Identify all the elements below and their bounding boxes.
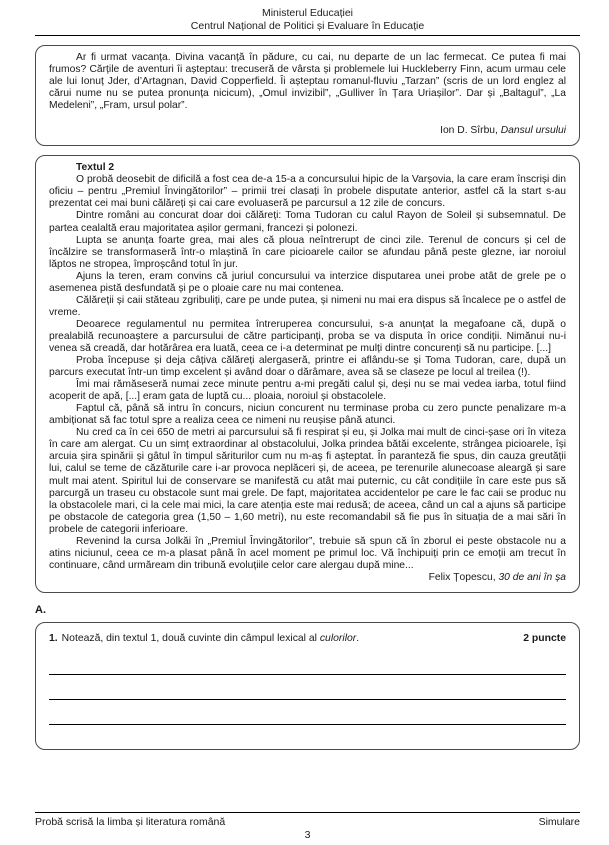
text2-paragraph: Ajuns la teren, eram convins că juriul concursului va interzice disputarea unei probe atât de grele pe o asemenea pistă desfundată și pe o ploaie care nu mai contenea.: [49, 270, 566, 294]
text2-work-title: 30 de ani în șa: [498, 571, 566, 583]
text1-box: [35, 45, 580, 146]
question-1-prompt: Notează, din textul 1, două cuvinte din câmpul lexical al: [61, 632, 320, 644]
question-1-box: [35, 622, 580, 751]
text2-author: Felix Țopescu,: [428, 571, 499, 583]
section-a-label: A.: [35, 603, 46, 616]
answer-line: [49, 700, 566, 725]
question-1-prompt-end: .: [356, 632, 360, 644]
text2-paragraph: Îmi mai rămăseseră numai zece minute pentru a-mi pregăti calul și, deși nu se mai vedea iarba, totul fiind acoperit de apă, [...] eram gata de luptă cu... ploaia, noroiul și obstacolele.: [49, 379, 566, 403]
text2-paragraph: Faptul că, până să intru în concurs, niciun concurent nu terminase proba cu zero puncte penalizare m-a ambiționat să fac totul spre a realiza ceea ce nimeni nu reușise până atunci.: [49, 403, 566, 427]
text1-work-title: Dansul ursului: [500, 125, 566, 137]
question-1-italic-word: culorilor: [319, 632, 357, 644]
question-1-text: [49, 633, 359, 646]
text2-paragraph: Deoarece regulamentul nu permitea întreruperea concursului, s-a anunțat la megafoane că, după o prealabilă recunoaștere a parcursului de către participanți, proba se va disputa în orice condiții. Nimănui nu-i venea să creadă, dar hotărârea era luată, ceea ce i-a determinat pe mulți dintre concurenți să nu participe. [...]: [49, 318, 566, 354]
text2-paragraph: Proba începuse și deja câțiva călăreți alergaseră, printre ei aflându-se și Toma Tudoran, care, după un parcurs executat într-un timp excelent și având doar o dărâmare, avea să se claseze pe locul al treilea (!).: [49, 355, 566, 379]
text2-paragraph: Nu cred ca în cei 650 de metri ai parcursului să fi respirat și eu, și Jolka mai mult de cinci-șase ori în viteza în care am alergat. Cu un simț extraordinar al obstacolului, Jolka prindea bătăi excelente, strângea picioarele, își arcuia șira spinării și gâtul în timpul săriturilor cum nu m-aș fi așteptat. În paranteză fie spus, din cauza greutății lui, calul se teme de căzăturile care i-ar provoca neplăceri și, de aceea, pe terenurile alunecoase aleargă și sare mult mai atent. Spiritul lui de conservare se manifestă cu atât mai puternic, cu cât condițiile în care este pus să parcurgă un traseu cu obstacole sunt mai grele. De fapt, majoritatea accidentelor pe care le fac caii se produc nu la obstacolele mari, ci la cele mai mici, la care atenția este mai redusă; de aceea, când un cal a ajuns să participe pe obstacole de categoria grea (1,50 – 1,60 metri), nu este recomandabil să fie pus în situația de a mai sări în probele de categorii inferioare.: [49, 427, 566, 535]
header-line-center: Centrul Național de Politici și Evaluare în Educație: [190, 19, 425, 32]
text2-title: Textul 2: [76, 162, 115, 174]
text2-paragraph: Călăreții și caii stăteau zgribuliți, care pe unde putea, și nimeni nu mai era dispus să încalece pe o astfel de vreme.: [49, 294, 566, 318]
text2-paragraph: O probă deosebit de dificilă a fost cea de-a 15-a a concursului hipic de la Varșovia, la care eram înscriși din oficiu – pentru „Premiul Învingătorilor” – primii trei clasați în probele disputate anterior, astfel că la start s-au prezentat cei mai buni călăreți și cai care evoluaseră pe parcursul a 12 zile de concurs.: [49, 174, 566, 210]
footer-session-type: Simulare: [538, 816, 580, 828]
text2-paragraph: Lupta se anunța foarte grea, mai ales că ploua neîntrerupt de cinci zile. Terenul de concurs și cel de încălzire se transformaseră într-o mlaștină în care picioarele cailor se afundau până peste glezne, iar noroiul lăptos ne stropea, împroșcând totul în jur.: [49, 234, 566, 270]
question-1-number: 1.: [49, 632, 58, 644]
text2-paragraph: Dintre români au concurat doar doi călăreți: Toma Tudoran cu calul Rayon de Soleil și subsemnatul. De partea cealaltă erau majoritatea așilor germani, francezi și polonezi.: [49, 210, 566, 234]
question-1-points: 2 puncte: [523, 632, 566, 644]
text1-paragraph: Ar fi urmat vacanța. Divina vacanță în pădure, cu cai, nu departe de un lac fermecat. Ce putea fi mai frumos? Cărțile de aventuri îi așteptau: trecuseră de vârsta și problemele lui Huckleberry Finn, acum urmau cele ale lui Ionuț Jder, d’Artagnan, David Copperfield. Îi așteptau romanul-fluviu „Tarzan” (scris de un lord englez al cărui nume nu se putea pronunța nicicum), „Omul invizibil”, „Gulliver în Țara Uriașilor”. Dar și „Baltagul”, „La Medeleni”, „Fram, ursul polar”.: [49, 52, 566, 112]
text2-box: [35, 155, 580, 593]
footer-page-number: 3: [304, 829, 311, 841]
question-1-row: [49, 633, 566, 646]
document-footer: [35, 812, 580, 841]
document-header: [35, 7, 580, 36]
text2-paragraph: Revenind la cursa Jolkăi în „Premiul Învingătorilor”, trebuie să spun că în zborul ei peste obstacole nu a atins niciunul, ceea ce m-a plasat până în acel moment pe primul loc. Vă închipuiți prin ce emoții am trecut în continuare, când urmăream din tribună evoluțiile celor care alergau după mine...: [49, 535, 566, 571]
text2-attribution: [49, 572, 566, 584]
header-line-ministry: Ministerul Educației: [261, 7, 354, 19]
answer-line: [49, 675, 566, 700]
answer-line: [49, 645, 566, 675]
footer-row: [35, 813, 580, 828]
header-divider: [35, 35, 580, 36]
text1-author: Ion D. Sîrbu,: [440, 125, 501, 137]
text1-attribution: [49, 125, 566, 137]
footer-exam-name: Probă scrisă la limba și literatura română: [35, 816, 226, 828]
